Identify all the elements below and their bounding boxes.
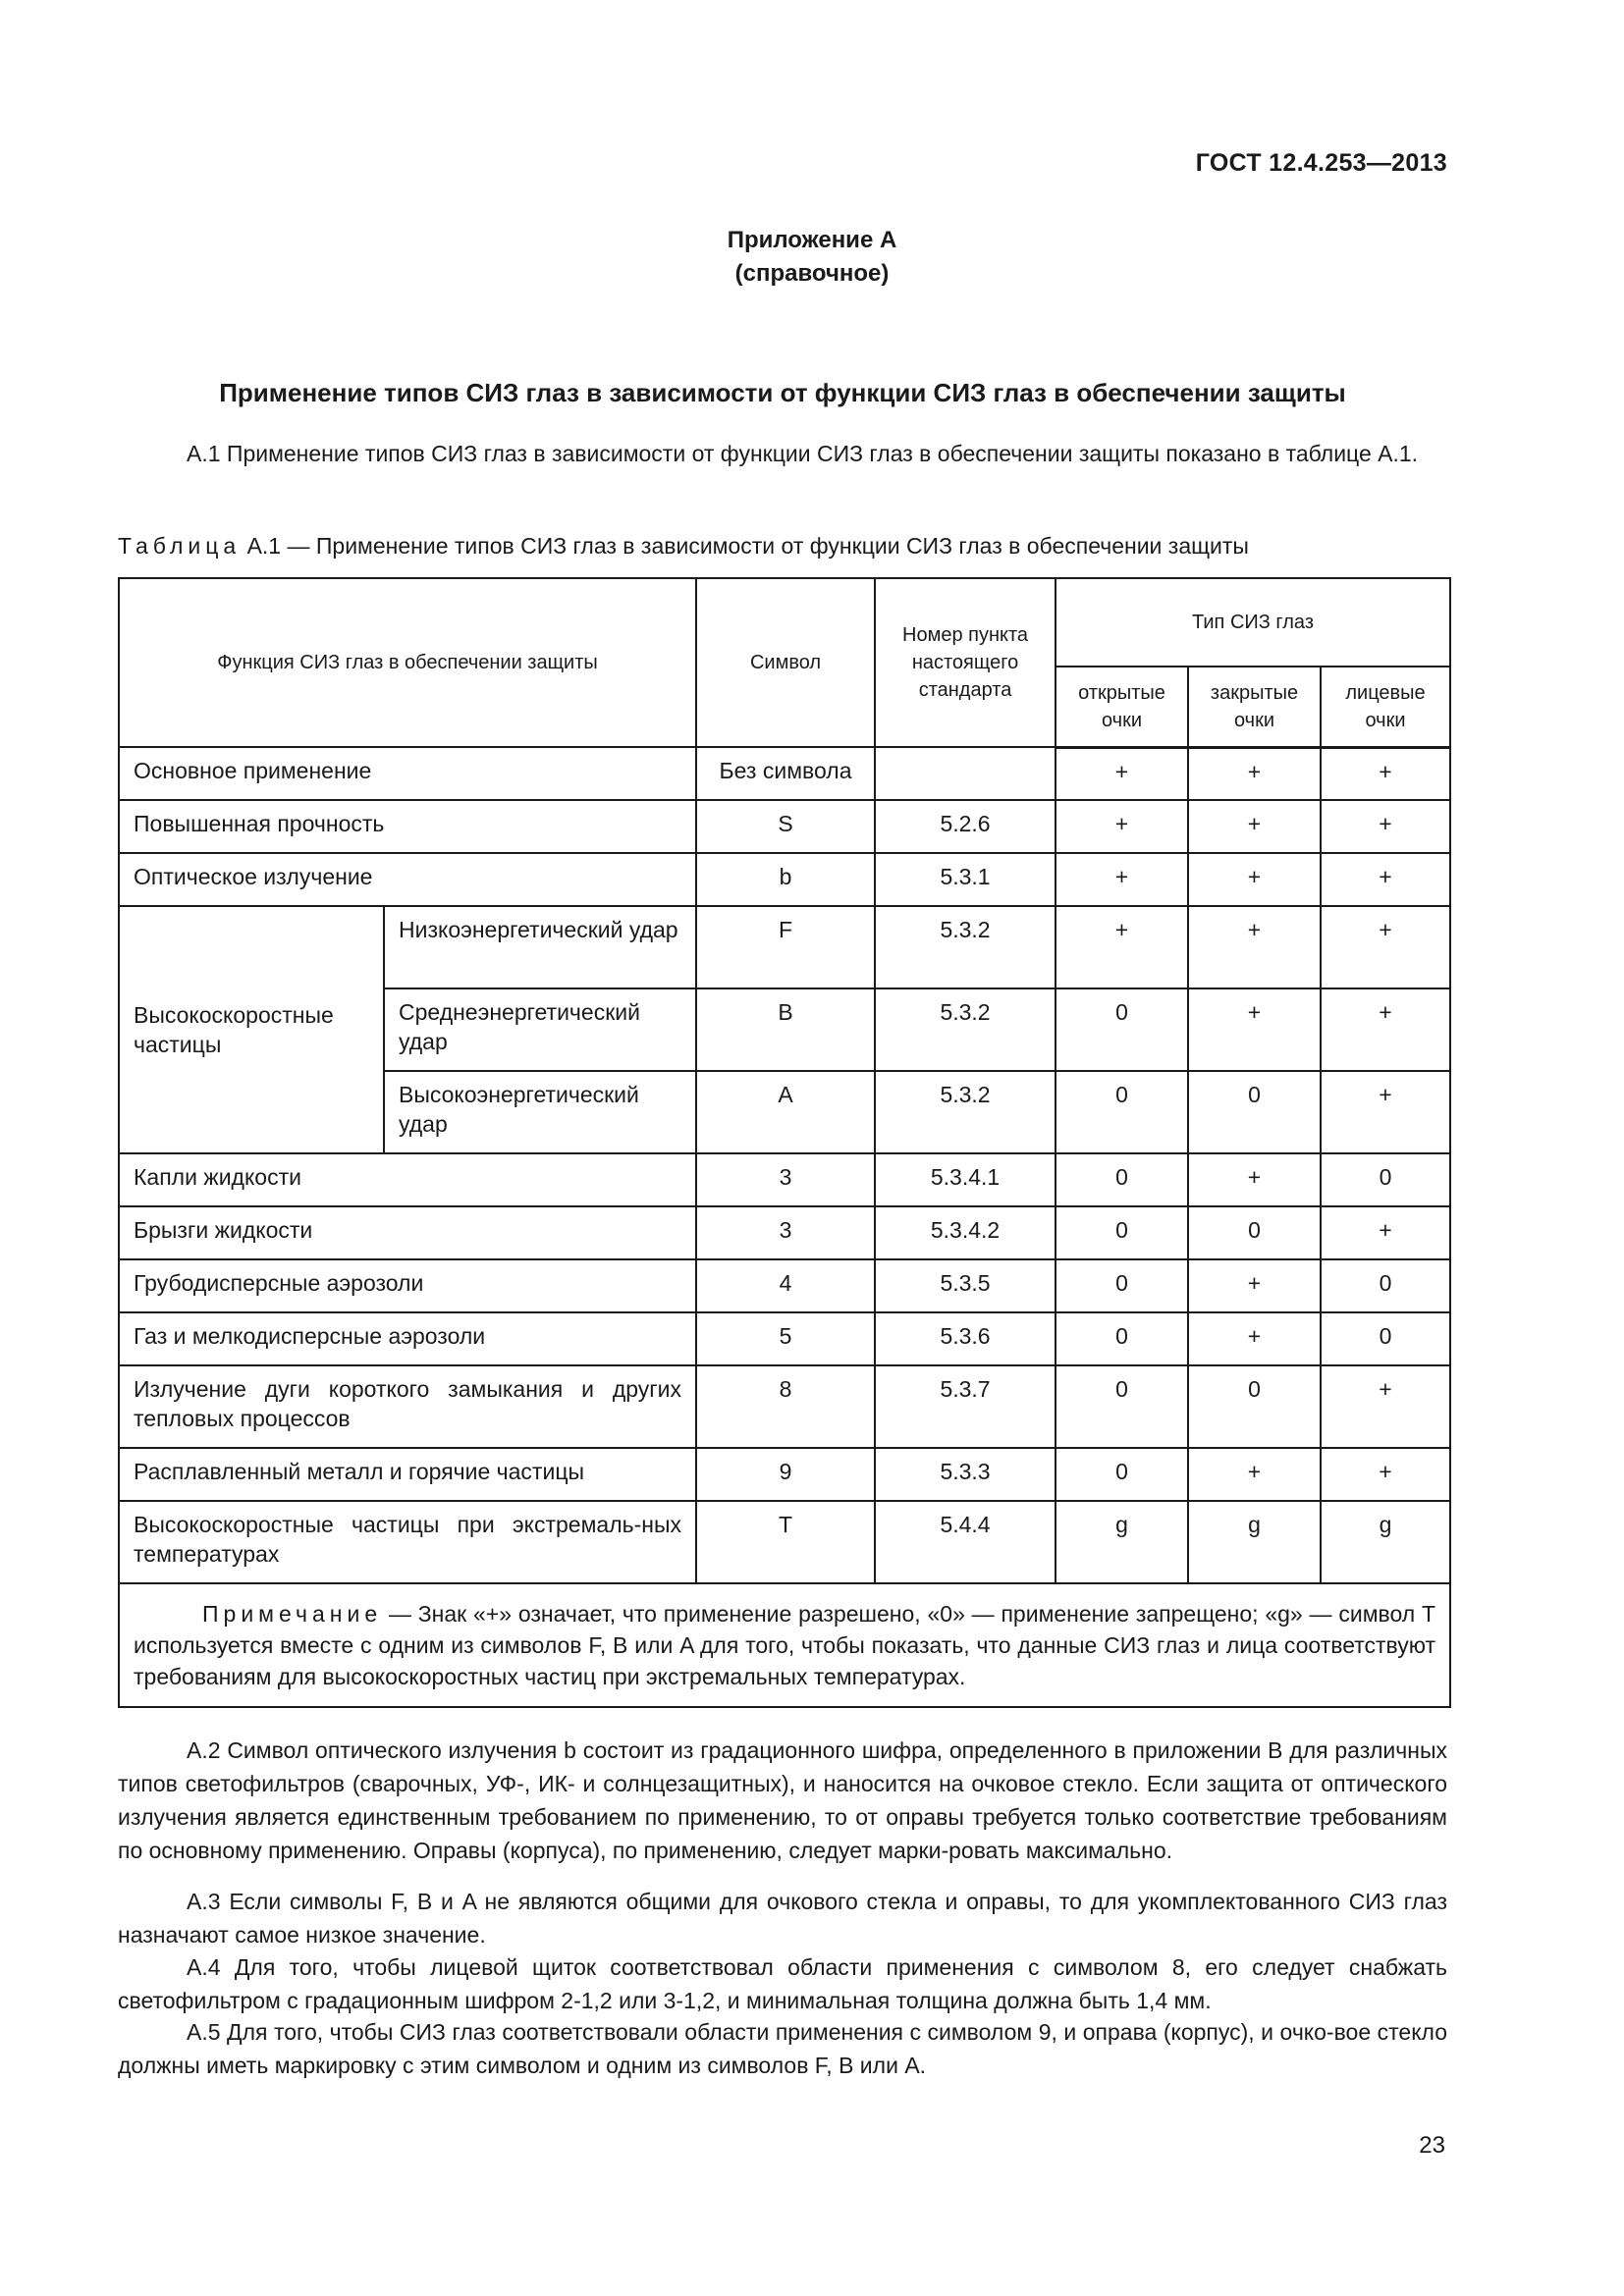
table-row: Расплавленный металл и горячие частицы 9 5.3.3 0 + + — [119, 1448, 1450, 1501]
header-face: лицевые очки — [1321, 667, 1450, 747]
table-row: Капли жидкости 3 5.3.4.1 0 + 0 — [119, 1153, 1450, 1206]
header-closed: закрытые очки — [1188, 667, 1321, 747]
table-note-row — [119, 1583, 1450, 1707]
appendix-heading — [0, 224, 1624, 291]
table-row: Высокоскоростные частицы Низкоэнергетический удар F 5.3.2 + + + — [119, 906, 1450, 988]
paragraph-a5: А.5 Для того, чтобы СИЗ глаз соответствовали области применения с символом 9, и оправа (корпус), и очко-вое стекло должны иметь маркировку с этим символом и одним из символов F, B или A. — [118, 2019, 1447, 2078]
table-note-label: Примечание — [202, 1601, 383, 1627]
table-row: Высокоскоростные частицы при экстремаль-ных температурах T 5.4.4 g g g — [119, 1501, 1450, 1583]
table-row: Излучение дуги короткого замыкания и других тепловых процессов 8 5.3.7 0 0 + — [119, 1365, 1450, 1448]
table-row: Высокоэнергетический удар A 5.3.2 0 0 + — [119, 1071, 1450, 1153]
header-open: открытые очки — [1056, 667, 1188, 747]
document-id: ГОСТ 12.4.253—2013 — [1195, 149, 1447, 177]
page-number: 23 — [1419, 2132, 1445, 2159]
header-function: Функция СИЗ глаз в обеспечении защиты — [119, 578, 696, 747]
intro-paragraph: А.1 Применение типов СИЗ глаз в зависимости от функции СИЗ глаз в обеспечении защиты показано в таблице А.1. — [187, 441, 1419, 466]
table-row: Среднеэнергетический удар B 5.3.2 0 + + — [119, 988, 1450, 1071]
protection-table — [118, 577, 1451, 1708]
table-row: Газ и мелкодисперсные аэрозоли 5 5.3.6 0 + 0 — [119, 1312, 1450, 1365]
table-row: Грубодисперсные аэрозоли 4 5.3.5 0 + 0 — [119, 1259, 1450, 1312]
section-title: Применение типов СИЗ глаз в зависимости от функции СИЗ глаз в обеспечении защиты — [219, 378, 1346, 407]
table-row: Повышенная прочность S 5.2.6 + + + — [119, 800, 1450, 853]
paragraph-a4: А.4 Для того, чтобы лицевой щиток соответствовал области применения с символом 8, его следует снабжать светофильтром с градационным шифром 2-1,2 или 3-1,2, и минимальная толщина должна быть 1,4 мм. — [118, 1954, 1447, 2013]
group-label: Высокоскоростные частицы — [119, 906, 384, 1153]
appendix-subtitle: (справочное) — [734, 260, 890, 287]
paragraph-a3: А.3 Если символы F, B и A не являются общими для очкового стекла и оправы, то для укомплектованного СИЗ глаз назначают самое низкое значение. — [118, 1889, 1447, 1948]
table-row: Оптическое излучение b 5.3.1 + + + — [119, 853, 1450, 906]
table-caption-text: А.1 — Применение типов СИЗ глаз в зависимости от функции СИЗ глаз в обеспечении защиты — [241, 533, 1249, 559]
appendix-title: Приложение А — [727, 227, 897, 253]
table-note-text: — Знак «+» означает, что применение разрешено, «0» — применение запрещено; «g» — символ T используется вместе с одним из символов F, B или A для того, чтобы показать, что данные СИЗ глаз и лица соответствуют требованиям для высокоскоростных частиц при экстремальных температурах. — [134, 1601, 1436, 1689]
table-row: Основное применение Без символа + + + — [119, 747, 1450, 800]
paragraph-a2: А.2 Символ оптического излучения b состоит из градационного шифра, определенного в приложении В для различных типов светофильтров (сварочных, УФ-, ИК- и солнцезащитных), и наносится на очковое стекло. Если защита от оптического излучения является единственным требованием по применению, то от оправы требуется только соответствие требованиям по основному применению. Оправы (корпуса), по применению, следует марки-ровать максимально. — [118, 1737, 1447, 1863]
header-type-group: Тип СИЗ глаз — [1056, 578, 1450, 667]
table-note — [119, 1583, 1450, 1707]
table-caption — [118, 533, 1447, 560]
table-caption-label: Таблица — [118, 533, 242, 559]
header-clause: Номер пункта настоящего стандарта — [875, 578, 1056, 747]
table-row: Брызги жидкости 3 5.3.4.2 0 0 + — [119, 1206, 1450, 1259]
header-symbol: Символ — [696, 578, 875, 747]
